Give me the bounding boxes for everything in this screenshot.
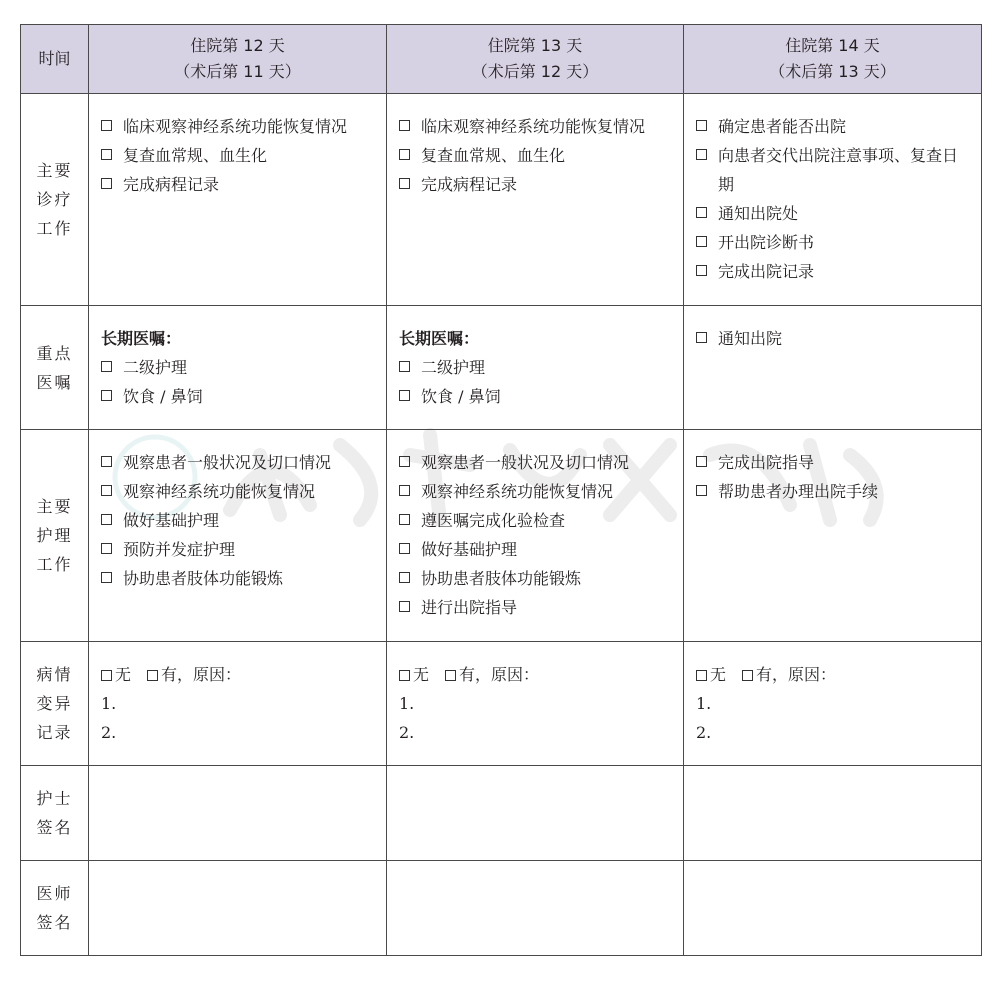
nursing-row: [21, 430, 982, 642]
checkbox-none[interactable]: [101, 670, 112, 681]
variance-row-label: [21, 642, 89, 766]
checklist-item: [696, 141, 973, 199]
checkbox[interactable]: [101, 543, 112, 554]
checkbox[interactable]: [101, 361, 112, 372]
doctor-sign-day13-cell[interactable]: [387, 861, 684, 956]
item-text: 观察神经系统功能恢复情况: [123, 482, 316, 501]
day12-header: [89, 25, 387, 94]
checkbox[interactable]: [696, 207, 707, 218]
label-line: 护士: [36, 789, 73, 808]
day13-postop: （术后第 12 天）: [471, 62, 599, 81]
checkbox[interactable]: [696, 120, 707, 131]
label-line: 重点: [36, 343, 73, 363]
item-text: 观察患者一般状况及切口情况: [421, 453, 630, 472]
variance-options: [696, 660, 973, 689]
reason-line-1: 1.: [399, 694, 415, 713]
checklist-item: [399, 593, 675, 622]
checklist-item: [101, 564, 378, 593]
checklist-item: [101, 170, 378, 199]
reason-line-1: 1.: [696, 694, 712, 713]
item-text: 进行出院指导: [421, 598, 518, 617]
checkbox[interactable]: [696, 149, 707, 160]
item-text: 完成出院指导: [718, 453, 815, 472]
checkbox[interactable]: [399, 361, 410, 372]
item-text: 饮食 / 鼻饲: [123, 387, 203, 406]
checklist-item: [399, 112, 675, 141]
label-line: 工作: [36, 555, 73, 574]
none-label: 无: [710, 665, 727, 684]
item-text: 临床观察神经系统功能恢复情况: [421, 117, 646, 136]
doctor-sign-day14-cell[interactable]: [684, 861, 982, 956]
item-text: 完成病程记录: [421, 175, 518, 194]
checkbox[interactable]: [399, 390, 410, 401]
checklist-item: [101, 506, 378, 535]
checklist-item: [696, 477, 973, 506]
checkbox[interactable]: [101, 120, 112, 131]
day13-title: 住院第 13 天: [487, 36, 583, 55]
yes-reason-label: 有，原因：: [459, 665, 540, 684]
variance-day12-cell: [89, 642, 387, 766]
item-text: 向患者交代出院注意事项、复查日期: [718, 146, 959, 194]
nurse-sign-day12-cell[interactable]: [89, 766, 387, 861]
item-text: 二级护理: [123, 358, 188, 377]
item-text: 完成出院记录: [718, 262, 815, 281]
nursing-day14-cell: [684, 430, 982, 642]
variance-day13-cell: [387, 642, 684, 766]
day13-header: [387, 25, 684, 94]
diagnosis-day13-cell: [387, 94, 684, 306]
checkbox[interactable]: [696, 456, 707, 467]
day12-title: 住院第 12 天: [190, 36, 285, 55]
checkbox[interactable]: [399, 543, 410, 554]
checkbox[interactable]: [101, 390, 112, 401]
checkbox[interactable]: [399, 572, 410, 583]
none-label: 无: [115, 665, 132, 684]
nurse-sign-day13-cell[interactable]: [387, 766, 684, 861]
header-row: [21, 25, 982, 94]
day12-postop: （术后第 11 天）: [174, 62, 301, 81]
checkbox[interactable]: [696, 236, 707, 247]
checkbox[interactable]: [399, 178, 410, 189]
yes-reason-label: 有，原因：: [756, 665, 837, 684]
checklist-item: [696, 257, 973, 286]
checkbox-yes[interactable]: [147, 670, 158, 681]
checklist-item: [696, 324, 973, 353]
checkbox[interactable]: [101, 485, 112, 496]
checklist-item: [399, 353, 675, 382]
checklist-item: [399, 382, 675, 411]
orders-day12-cell: [89, 306, 387, 430]
checklist-item: [101, 141, 378, 170]
checkbox-yes[interactable]: [445, 670, 456, 681]
doctor-sign-row-label: [21, 861, 89, 956]
item-text: 完成病程记录: [123, 175, 220, 194]
diagnosis-day12-cell: [89, 94, 387, 306]
label-line: 工作: [36, 219, 73, 238]
checklist-item: [399, 141, 675, 170]
checklist-item: [101, 382, 378, 411]
label-line: 病情: [36, 665, 73, 684]
none-label: 无: [413, 665, 430, 684]
reason-line-2: 2.: [696, 723, 712, 742]
item-text: 观察神经系统功能恢复情况: [421, 482, 614, 501]
variance-options: [399, 660, 675, 689]
checkbox[interactable]: [101, 456, 112, 467]
yes-reason-label: 有，原因：: [161, 665, 242, 684]
day14-header: [684, 25, 982, 94]
item-text: 帮助患者办理出院手续: [718, 482, 879, 501]
diagnosis-row-label: [21, 94, 89, 306]
item-text: 复查血常规、血生化: [421, 146, 566, 165]
long-term-orders-heading: 长期医嘱：: [101, 329, 182, 348]
orders-row: [21, 306, 982, 430]
checklist-item: [399, 170, 675, 199]
long-term-orders-heading: 长期医嘱：: [399, 329, 480, 348]
day14-postop: （术后第 13 天）: [769, 62, 896, 81]
label-line: 医师: [36, 884, 73, 903]
checkbox[interactable]: [696, 332, 707, 343]
label-line: 签名: [36, 913, 73, 932]
variance-row: [21, 642, 982, 766]
checklist-item: [696, 448, 973, 477]
time-header: [21, 25, 89, 94]
checkbox-yes[interactable]: [742, 670, 753, 681]
checklist-item: [101, 477, 378, 506]
doctor-sign-day12-cell[interactable]: [89, 861, 387, 956]
checkbox[interactable]: [399, 456, 410, 467]
diagnosis-row: [21, 94, 982, 306]
nurse-sign-day14-cell[interactable]: [684, 766, 982, 861]
item-text: 观察患者一般状况及切口情况: [123, 453, 332, 472]
checkbox[interactable]: [696, 485, 707, 496]
checklist-item: [696, 228, 973, 257]
nurse-sign-row: [21, 766, 982, 861]
item-text: 复查血常规、血生化: [123, 146, 268, 165]
clinical-pathway-table: [20, 24, 982, 956]
checklist-item: [101, 535, 378, 564]
checkbox[interactable]: [101, 178, 112, 189]
reason-line-1: 1.: [101, 694, 117, 713]
checklist-item: [101, 448, 378, 477]
checkbox[interactable]: [399, 485, 410, 496]
day14-title: 住院第 14 天: [785, 36, 880, 55]
checkbox[interactable]: [399, 120, 410, 131]
checkbox[interactable]: [101, 514, 112, 525]
reason-line-2: 2.: [399, 723, 415, 742]
checkbox-none[interactable]: [399, 670, 410, 681]
nursing-row-label: [21, 430, 89, 642]
variance-day14-cell: [684, 642, 982, 766]
item-text: 二级护理: [421, 358, 486, 377]
checkbox[interactable]: [101, 572, 112, 583]
variance-options: [101, 660, 378, 689]
item-text: 确定患者能否出院: [718, 117, 847, 136]
doctor-sign-row: [21, 861, 982, 956]
label-line: 主要: [36, 161, 73, 180]
diagnosis-day14-cell: [684, 94, 982, 306]
label-line: 记录: [36, 723, 73, 742]
checklist-item: [696, 199, 973, 228]
item-text: 遵医嘱完成化验检查: [421, 511, 566, 530]
item-text: 做好基础护理: [421, 540, 518, 559]
label-line: 变异: [36, 694, 73, 713]
checkbox[interactable]: [101, 149, 112, 160]
label-line: 诊疗: [36, 190, 73, 209]
item-text: 通知出院: [718, 329, 783, 348]
nursing-day13-cell: [387, 430, 684, 642]
checklist-item: [399, 564, 675, 593]
checklist-item: [399, 535, 675, 564]
checklist-item: [696, 112, 973, 141]
item-text: 临床观察神经系统功能恢复情况: [123, 117, 348, 136]
nurse-sign-row-label: [21, 766, 89, 861]
orders-day14-cell: [684, 306, 982, 430]
checkbox[interactable]: [696, 265, 707, 276]
checkbox[interactable]: [399, 149, 410, 160]
item-text: 通知出院处: [718, 204, 799, 223]
item-text: 预防并发症护理: [123, 540, 236, 559]
label-line: 护理: [36, 526, 73, 545]
orders-row-label: [21, 306, 89, 430]
item-text: 协助患者肢体功能锻炼: [421, 569, 582, 588]
time-label: 时间: [38, 49, 71, 68]
label-line: 主要: [36, 497, 73, 516]
item-text: 协助患者肢体功能锻炼: [123, 569, 284, 588]
checkbox[interactable]: [399, 601, 410, 612]
checkbox-none[interactable]: [696, 670, 707, 681]
orders-day13-cell: [387, 306, 684, 430]
label-line: 医嘱: [36, 372, 73, 392]
checklist-item: [101, 353, 378, 382]
checklist-item: [101, 112, 378, 141]
reason-line-2: 2.: [101, 723, 117, 742]
nursing-day12-cell: [89, 430, 387, 642]
checkbox[interactable]: [399, 514, 410, 525]
item-text: 做好基础护理: [123, 511, 220, 530]
checklist-item: [399, 506, 675, 535]
checklist-item: [399, 448, 675, 477]
label-line: 签名: [36, 818, 73, 837]
item-text: 开出院诊断书: [718, 233, 815, 252]
checklist-item: [399, 477, 675, 506]
item-text: 饮食 / 鼻饲: [421, 387, 501, 406]
